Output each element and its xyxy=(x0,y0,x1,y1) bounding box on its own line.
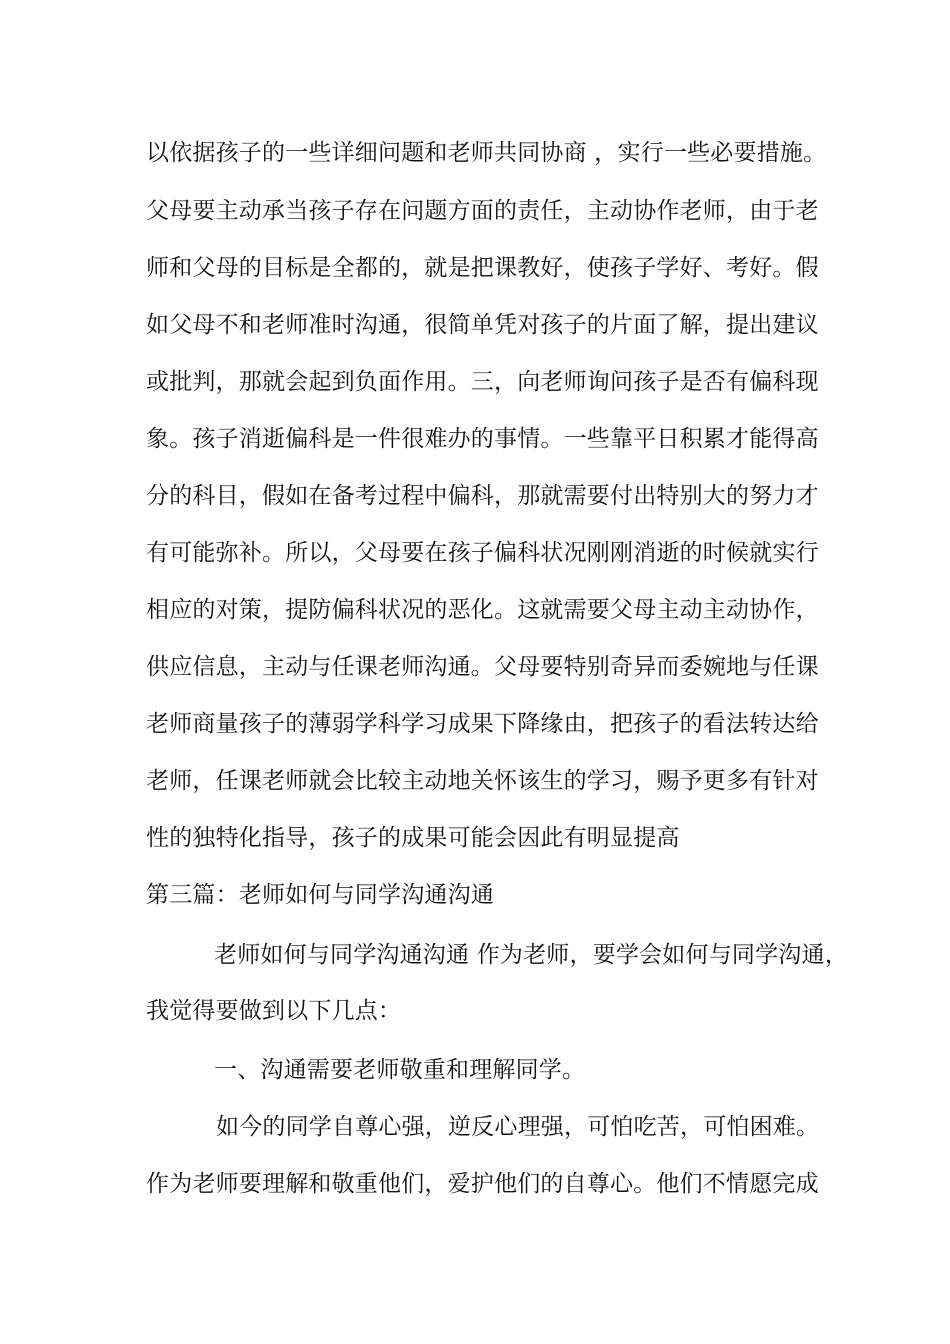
text-line: 性的独特化指导，孩子的成果可能会因此有明显提高 xyxy=(146,825,680,851)
text-line: 父母要主动承当孩子存在问题方面的责任，主动协作老师，由于老 xyxy=(146,198,819,224)
section-title: 第三篇：老师如何与同学沟通沟通 xyxy=(146,882,494,908)
text-line: 如父母不和老师准时沟通，很简单凭对孩子的片面了解，提出建议 xyxy=(146,312,819,338)
text-line: 老师，任课老师就会比较主动地关怀该生的学习，赐予更多有针对 xyxy=(146,768,819,794)
text-line: 分的科目，假如在备考过程中偏科，那就需要付出特别大的努力才 xyxy=(146,483,819,509)
text-line: 有可能弥补。所以，父母要在孩子偏科状况刚刚消逝的时候就实行 xyxy=(146,540,819,566)
text-line: 或批判，那就会起到负面作用。三，向老师询问孩子是否有偏科现 xyxy=(146,369,819,395)
text-line: 相应的对策，提防偏科状况的恶化。这就需要父母主动主动协作， xyxy=(146,597,819,623)
text-line: 供应信息，主动与任课老师沟通。父母要特别奇异而委婉地与任课 xyxy=(146,654,819,680)
paragraph-line: 作为老师要理解和敬重他们，爱护他们的自尊心。他们不情愿完成 xyxy=(146,1171,819,1197)
text-line: 以依据孩子的一些详细问题和老师共同协商 ，实行一些必要措施。 xyxy=(146,140,827,166)
text-line: 象。孩子消逝偏科是一件很难办的事情。一些靠平日积累才能得高 xyxy=(146,426,819,452)
text-line: 师和父母的目标是全都的，就是把课教好，使孩子学好、考好。假 xyxy=(146,255,819,281)
point-heading: 一、沟通需要老师敬重和理解同学。 xyxy=(214,1057,586,1083)
paragraph-line: 如今的同学自尊心强，逆反心理强，可怕吃苦，可怕困难。 xyxy=(216,1114,820,1140)
text-line: 老师商量孩子的薄弱学科学习成果下降缘由，把孩子的看法转达给 xyxy=(146,711,819,737)
paragraph-line: 我觉得要做到以下几点： xyxy=(146,998,402,1024)
paragraph-line: 老师如何与同学沟通沟通 作为老师，要学会如何与同学沟通， xyxy=(214,942,848,968)
